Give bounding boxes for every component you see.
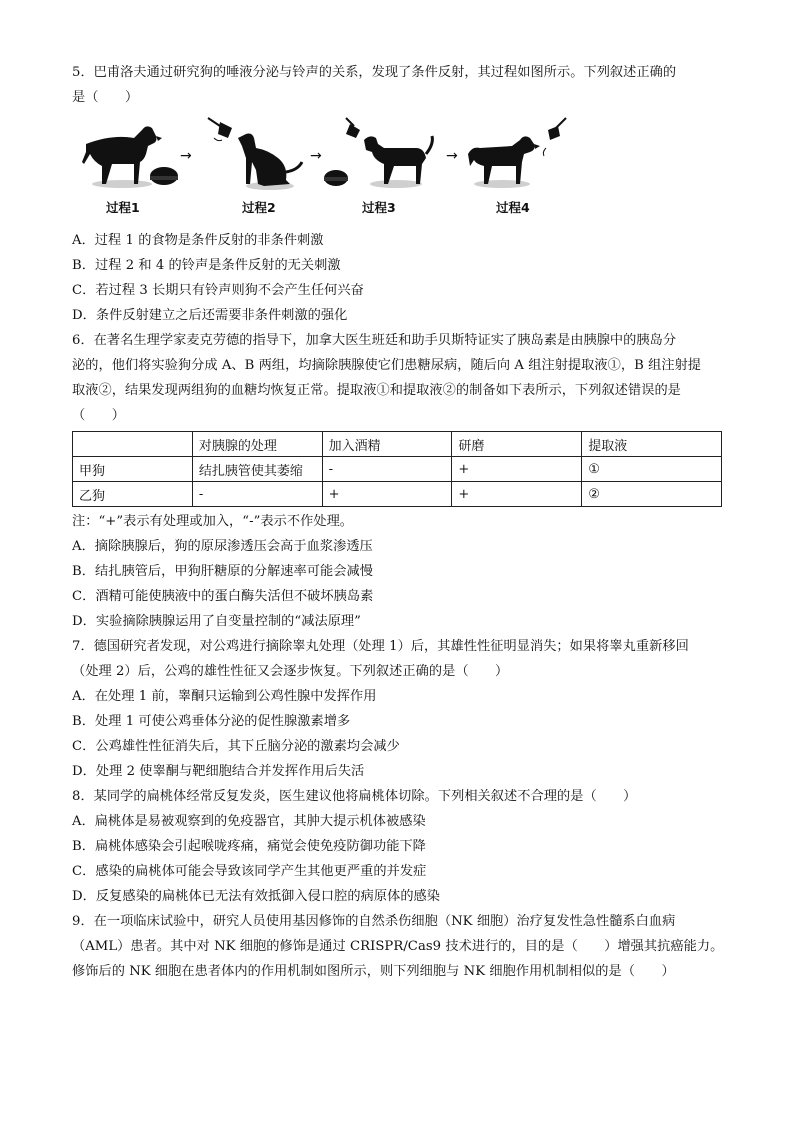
figure-caption: 过程1 (106, 200, 140, 215)
table-header: 提取液 (582, 432, 722, 457)
question-8-stem: 8．某同学的扁桃体经常反复发炎，医生建议他将扁桃体切除。下列相关叙述不合理的是（ ） (72, 789, 637, 804)
table-cell: + (452, 482, 582, 507)
process-2-illustration (206, 114, 316, 196)
question-5-stem-cont: 是（ ） (72, 90, 139, 105)
question-9 (72, 909, 724, 984)
question-6-stem: 6．在著名生理学家麦克劳德的指导下，加拿大医生班廷和助手贝斯特证实了胰岛素是由胰腺中的胰岛分 (72, 333, 677, 348)
table-cell: ① (582, 457, 722, 482)
option: A．在处理 1 前，睾酮只运输到公鸡性腺中发挥作用 (72, 689, 377, 704)
arrow-icon: → (446, 148, 458, 164)
question-5 (72, 60, 724, 328)
figure-caption: 过程2 (242, 200, 276, 215)
question-6-stem: 取液②，结果发现两组狗的血糖均恢复正常。提取液①和提取液②的制备如下表所示，下列叙述错误的是 (72, 383, 681, 398)
figure-caption: 过程3 (362, 200, 396, 215)
option: A．扁桃体是易被观察到的免疫器官，其肿大提示机体被感染 (72, 814, 426, 829)
arrow-icon: → (310, 148, 322, 164)
option: B．处理 1 可使公鸡垂体分泌的促性腺激素增多 (72, 714, 351, 729)
question-7-stem: 7．德国研究者发现，对公鸡进行摘除睾丸处理（处理 1）后，其雄性性征明显消失；如果将睾丸重新移回 (72, 639, 689, 654)
option: D．处理 2 使睾酮与靶细胞结合并发挥作用后失活 (72, 764, 365, 779)
table-header (73, 432, 193, 457)
question-7 (72, 634, 724, 784)
option: C．酒精可能使胰液中的蛋白酶失活但不破坏胰岛素 (72, 589, 374, 604)
table-cell: ② (582, 482, 722, 507)
question-8 (72, 784, 724, 909)
option: D．条件反射建立之后还需要非条件刺激的强化 (72, 308, 348, 323)
process-4-illustration (462, 114, 572, 196)
option: C．公鸡雄性性征消失后，其下丘脑分泌的激素均会减少 (72, 739, 400, 754)
table-cell: 甲狗 (73, 457, 193, 482)
option: A．摘除胰腺后，狗的原尿渗透压会高于血浆渗透压 (72, 539, 373, 554)
process-3-illustration (324, 114, 444, 196)
table-cell: + (322, 482, 452, 507)
question-6-stem: 泌的，他们将实验狗分成 A、B 两组，均摘除胰腺使它们患糖尿病，随后向 A 组注射提取液①，B 组注射提 (72, 358, 702, 373)
option: C．感染的扁桃体可能会导致该同学产生其他更严重的并发症 (72, 864, 427, 879)
option: D．反复感染的扁桃体已无法有效抵御入侵口腔的病原体的感染 (72, 889, 441, 904)
table-header: 加入酒精 (322, 432, 452, 457)
table-header: 研磨 (452, 432, 582, 457)
option: C．若过程 3 长期只有铃声则狗不会产生任何兴奋 (72, 283, 364, 298)
question-6 (72, 328, 724, 634)
option: B．结扎胰管后，甲狗肝糖原的分解速率可能会减慢 (72, 564, 373, 579)
table-cell: + (452, 457, 582, 482)
question-5-stem: 5．巴甫洛夫通过研究狗的唾液分泌与铃声的关系，发现了条件反射，其过程如图所示。下列叙述正确的 (72, 65, 677, 80)
question-9-stem: （AML）患者。其中对 NK 细胞的修饰是通过 CRISPR/Cas9 技术进行的，目的是（ ）增强其抗癌能力。 (72, 939, 724, 954)
table-row (73, 457, 722, 482)
table-note: 注：“+”表示有处理或加入，“-”表示不作处理。 (72, 514, 354, 529)
question-7-stem: （处理 2）后，公鸡的雄性性征又会逐步恢复。下列叙述正确的是（ ） (72, 664, 509, 679)
exam-page (72, 60, 724, 984)
table-header: 对胰腺的处理 (192, 432, 322, 457)
table-cell: 乙狗 (73, 482, 193, 507)
option: D．实验摘除胰腺运用了自变量控制的“减法原理” (72, 614, 361, 629)
table-cell: - (322, 457, 452, 482)
option: A．过程 1 的食物是条件反射的非条件刺激 (72, 233, 324, 248)
table-cell: - (192, 482, 322, 507)
table-row (73, 482, 722, 507)
option: B．扁桃体感染会引起喉咙疼痛，痛觉会使免疫防御功能下降 (72, 839, 426, 854)
option: B．过程 2 和 4 的铃声是条件反射的无关刺激 (72, 258, 341, 273)
pavlov-figure (72, 114, 724, 226)
arrow-icon: → (180, 148, 192, 164)
figure-caption: 过程4 (496, 200, 530, 215)
table-header-row (73, 432, 722, 457)
preparation-table (72, 431, 722, 507)
question-9-stem: 修饰后的 NK 细胞在患者体内的作用机制如图所示，则下列细胞与 NK 细胞作用机制相似的是（ ） (72, 964, 675, 979)
question-6-stem: （ ） (72, 408, 125, 423)
table-cell: 结扎胰管使其萎缩 (192, 457, 322, 482)
question-9-stem: 9．在一项临床试验中，研究人员使用基因修饰的自然杀伤细胞（NK 细胞）治疗复发性急性髓系白血病 (72, 914, 676, 929)
